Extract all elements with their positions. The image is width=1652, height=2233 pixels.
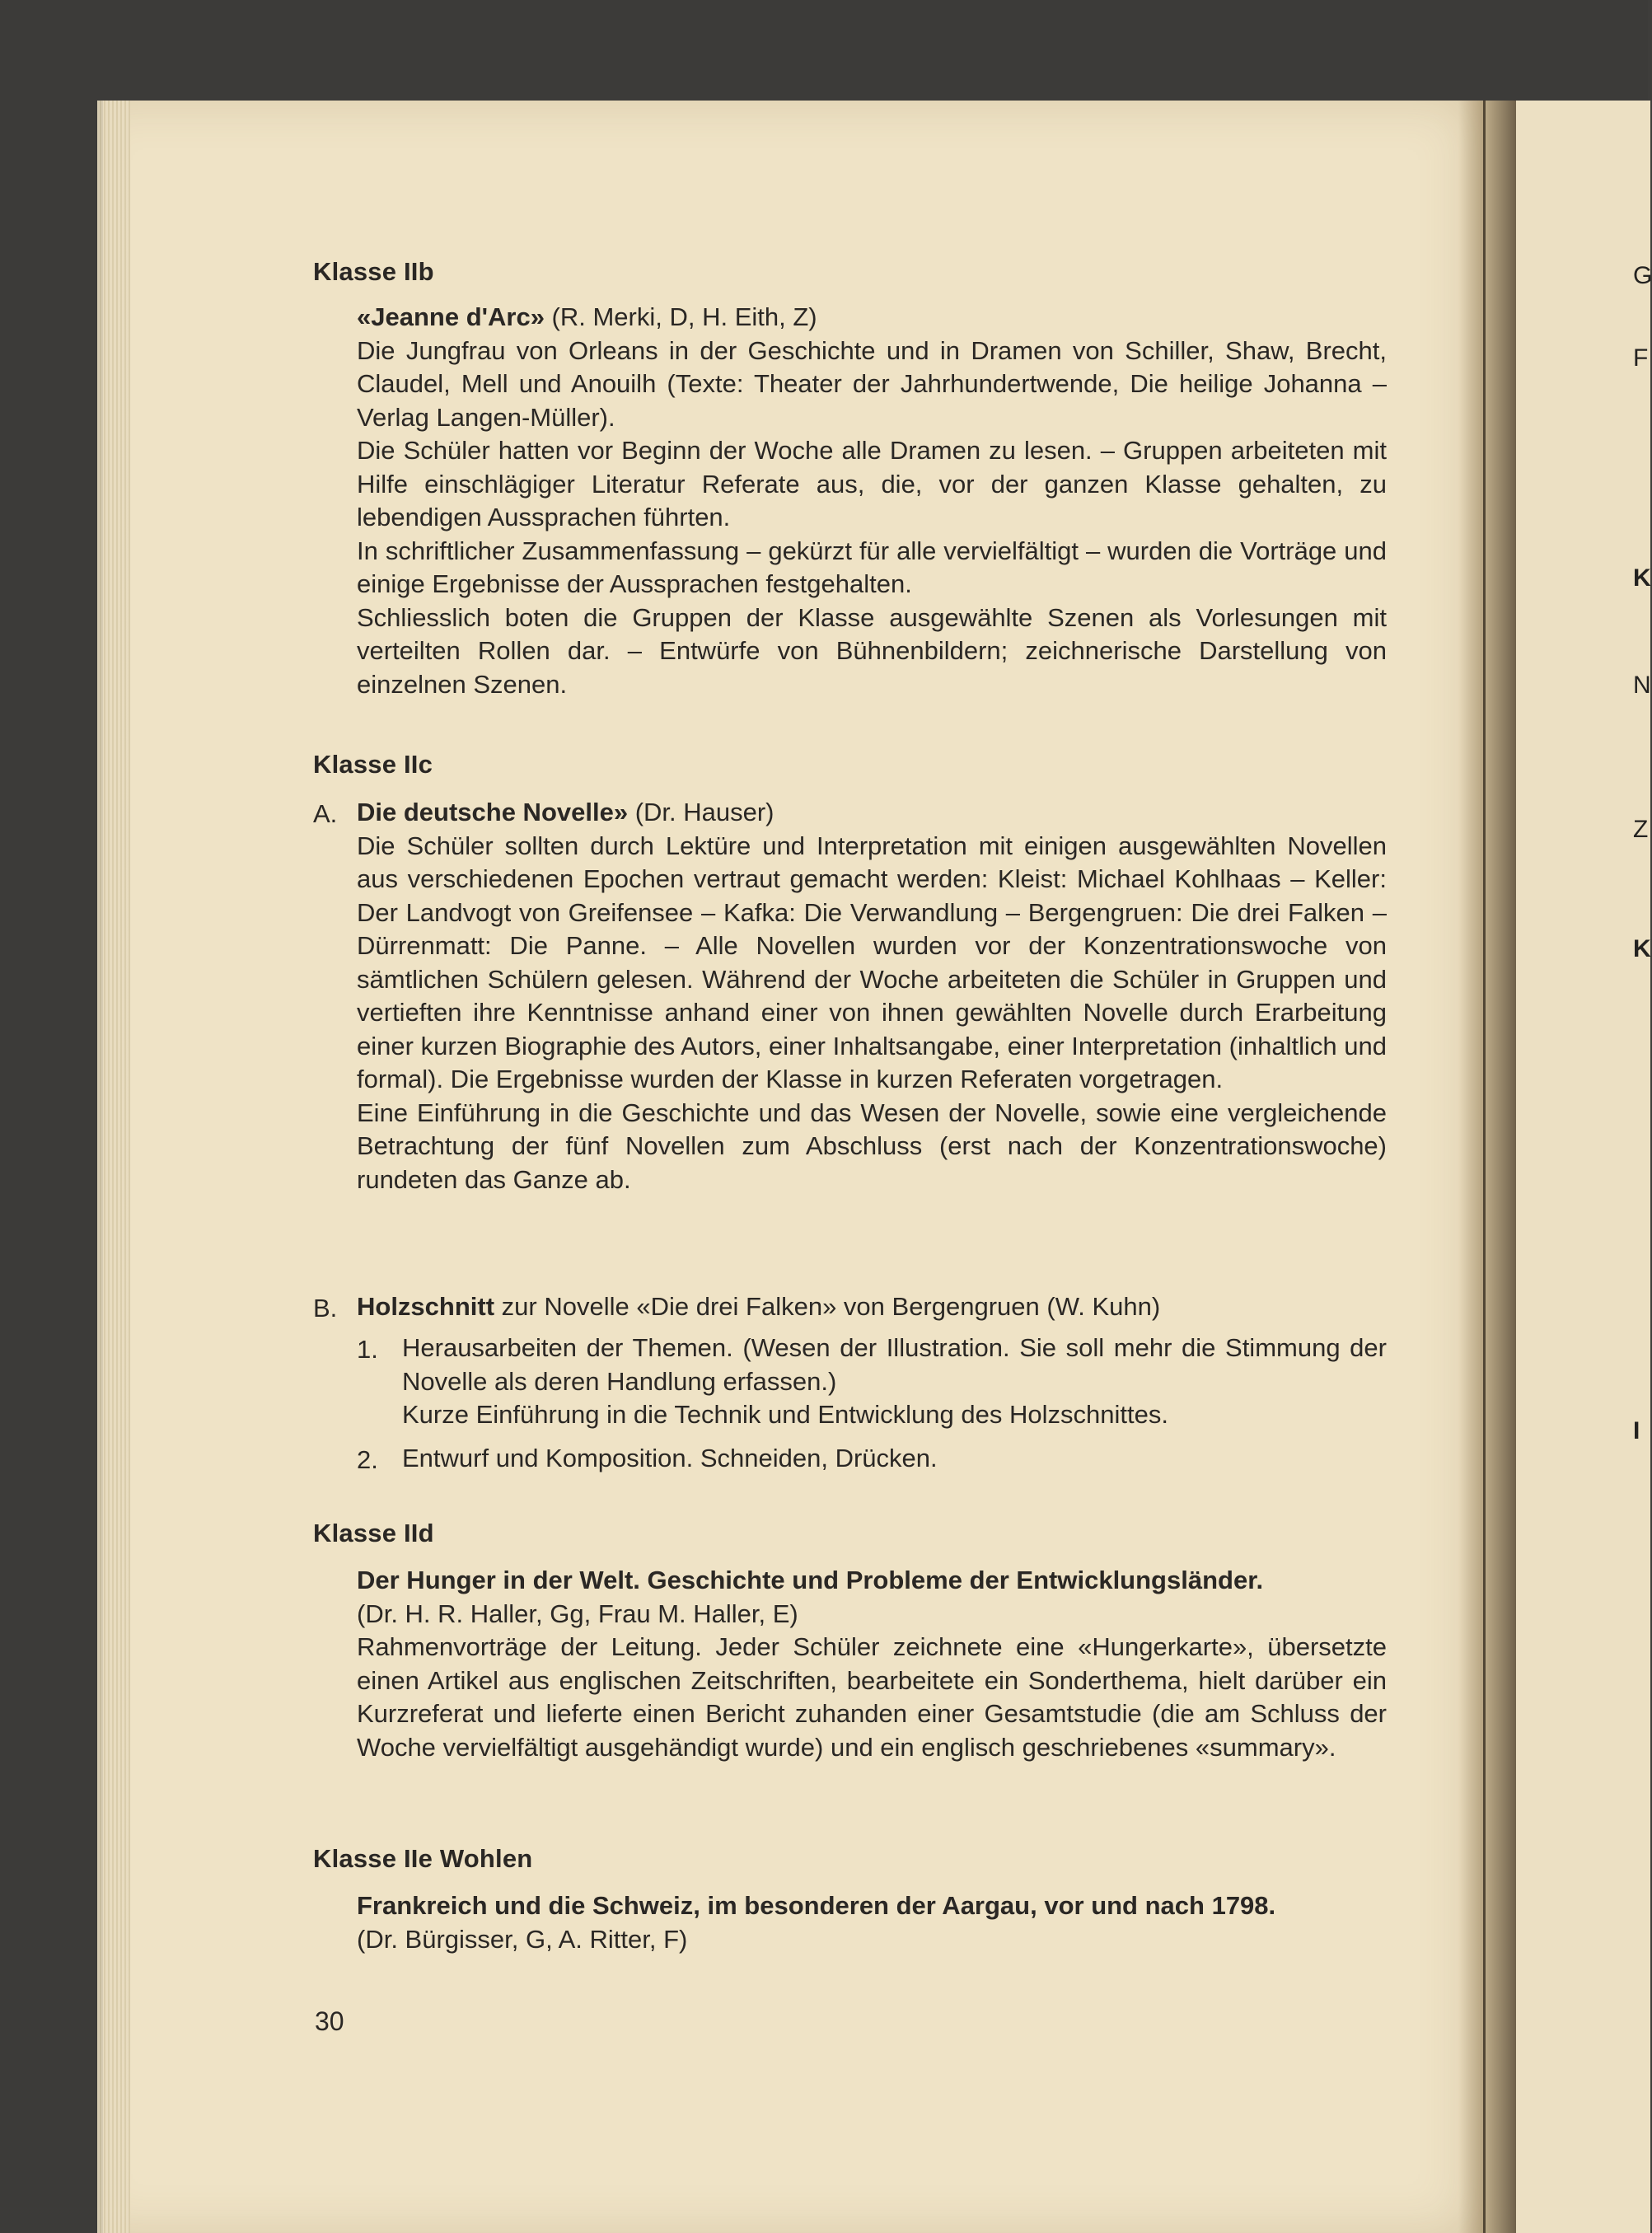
section-body <box>357 1889 1391 1956</box>
paragraph: Eine Einführung in die Geschichte und das Wesen der Novelle, sowie eine vergleichende Betrachtung der fünf Novellen zum Abschluss (erst nach der Konzentrationswoche) rundeten das Ganze ab. <box>357 1098 1387 1194</box>
topic-title: Der Hunger in der Welt. Geschichte und Probleme der Entwicklungsländer. <box>357 1566 1264 1594</box>
topic-title: «Jeanne d'Arc» <box>357 302 545 331</box>
paragraph: Rahmenvorträge der Leitung. Jeder Schüler zeichnete eine «Hungerkarte», übersetzte einen Artikel aus englischen Zeitschriften, bearbeitete ein Sonderthema, hielt darüber ein Kurzreferat und lieferte einen Bericht zuhanden einer Gesamtstudie (die am Schluss der Woche vervielfältigt ausgehändigt wurde) und ein englisch geschriebenes «summary». <box>357 1632 1387 1762</box>
right-page-letter: Z <box>1633 816 1649 843</box>
section-body <box>357 1564 1387 1764</box>
paragraph: In schriftlicher Zusammenfassung – gekürzt für alle vervielfältigt – wurden die Vorträge und einige Ergebnisse der Aussprachen festgehalten. <box>357 536 1387 598</box>
section-heading: Klasse IId <box>313 1519 434 1547</box>
right-page-letter: K <box>1633 935 1651 962</box>
right-page-letter: F <box>1633 344 1649 372</box>
part-authors: (Dr. Hauser) <box>628 798 775 826</box>
topic-line <box>357 301 1387 335</box>
part-title: Die deutsche Novelle» <box>357 798 629 826</box>
part-rest: zur Novelle «Die drei Falken» von Bergengruen (W. Kuhn) <box>494 1292 1161 1321</box>
part-title-line <box>357 796 1387 830</box>
section-heading: Klasse IIb <box>313 257 434 286</box>
list-item <box>402 1442 1387 1476</box>
topic-authors: (R. Merki, D, H. Eith, Z) <box>544 302 817 331</box>
part-b-body <box>357 1290 1387 1324</box>
paragraph: Die Schüler sollten durch Lektüre und Interpretation mit einigen ausgewählten Novellen aus verschiedenen Epochen vertraut gemacht werden: Kleist: Michael Kohlhaas – Keller: Der Landvogt von Greifensee – Kafka: Die Verwandlung – Bergengruen: Die drei Falken – Dürrenmatt: Die Panne. – Alle Novellen wurden vor der Konzentrationswoche von sämtlichen Schülern gelesen. Während der Woche arbeiteten die Schüler in Gruppen und vertieften ihre Kenntnisse anhand einer von ihnen gewählten Novelle durch Erarbeitung einer kurzen Biographie des Autors, einer Inhaltsangabe, einer Interpretation (inhaltlich und formal). Die Ergebnisse wurden der Klasse in kurzen Referaten vorgetragen. <box>357 831 1387 1093</box>
part-label: B. <box>313 1294 338 1322</box>
list-number: 2. <box>357 1445 378 1474</box>
list-item-line: Kurze Einführung in die Technik und Entwicklung des Holzschnittes. <box>402 1400 1168 1429</box>
right-page-letter: N <box>1633 672 1651 699</box>
topic-title: Frankreich und die Schweiz, im besonderen der Aargau, vor und nach 1798. <box>357 1891 1276 1920</box>
paragraph: Die Schüler hatten vor Beginn der Woche alle Dramen zu lesen. – Gruppen arbeiteten mit Hilfe einschlägiger Literatur Referate aus, die, vor der ganzen Klasse gehalten, zu lebendigen Aussprachen führten. <box>357 436 1387 531</box>
part-title-line <box>357 1290 1387 1324</box>
section-heading: Klasse IIe Wohlen <box>313 1844 533 1873</box>
topic-authors: (Dr. Bürgisser, G, A. Ritter, F) <box>357 1924 688 1954</box>
part-label: A. <box>313 799 338 828</box>
list-number: 1. <box>357 1335 378 1364</box>
section-body <box>357 301 1387 701</box>
list-item-line: Entwurf und Komposition. Schneiden, Drücken. <box>402 1444 938 1472</box>
section-heading: Klasse IIc <box>313 750 433 779</box>
page-number: 30 <box>315 2006 344 2036</box>
right-page-letter: G <box>1633 262 1652 289</box>
right-page-letter: I <box>1633 1417 1640 1444</box>
part-title: Holzschnitt <box>357 1292 495 1321</box>
paragraph: Die Jungfrau von Orleans in der Geschichte und in Dramen von Schiller, Shaw, Brecht, Claudel, Mell und Anouilh (Texte: Theater der Jahrhundertwende, Die heilige Johanna – Verlag Langen-Müller). <box>357 335 1387 432</box>
right-page-letter: K <box>1633 564 1651 592</box>
paragraph: Schliesslich boten die Gruppen der Klasse ausgewählte Szenen als Vorlesungen mit verteilten Rollen dar. – Entwürfe von Bühnenbildern; zeichnerische Darstellung von einzelnen Szenen. <box>357 602 1387 699</box>
list-item <box>402 1332 1387 1432</box>
topic-authors: (Dr. H. R. Haller, Gg, Frau M. Haller, E) <box>357 1599 798 1628</box>
list-item-line: Herausarbeiten der Themen. (Wesen der Illustration. Sie soll mehr die Stimmung der Novelle als deren Handlung erfassen.) <box>402 1333 1387 1396</box>
part-a-body <box>357 796 1387 1196</box>
